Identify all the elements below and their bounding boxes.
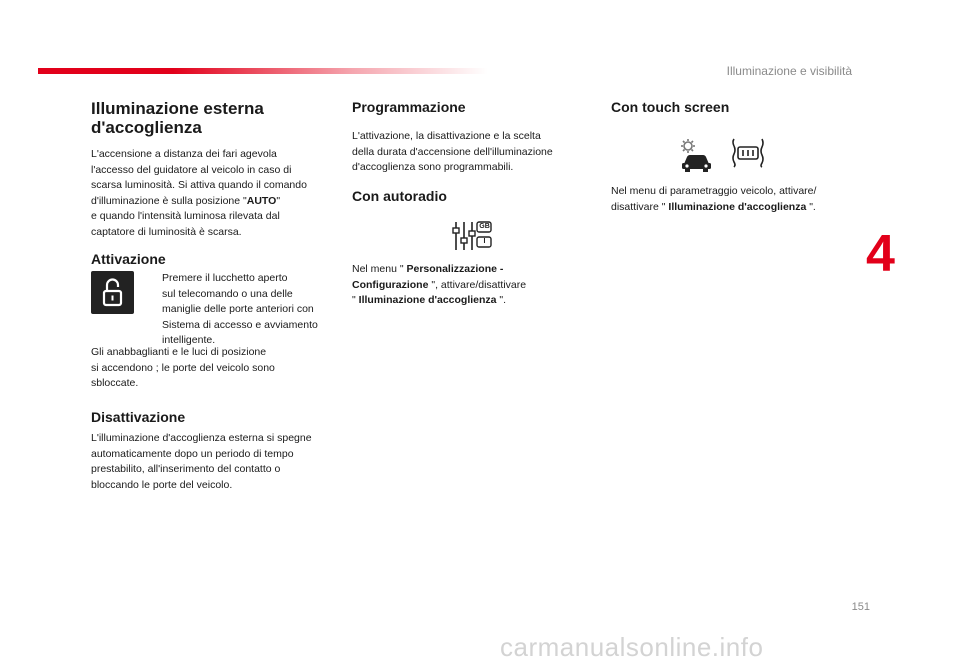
intro-line: e quando l'intensità luminosa rilevata dal [91,210,280,222]
activation-line: Sistema di accesso e avviamento [162,318,318,331]
radio-text: " [352,294,359,306]
car-settings-icon [678,138,714,172]
chapter-number: 4 [866,225,895,283]
radio-text: ", attivare/disattivare [428,278,527,291]
radio-icon-lang: GB [479,223,490,230]
heated-rear-window-icon [731,138,765,168]
intro-line: l'accesso del guidatore al veicolo in caso di [91,163,292,176]
intro-line: d'illuminazione è sulla posizione " [91,194,247,207]
section-header: Illuminazione e visibilità [726,64,852,78]
deactivation-title: Disattivazione [91,409,186,425]
programming-line: d'accoglienza sono programmabili. [352,161,514,173]
deactivation-line: bloccando le porte del veicolo. [91,478,233,491]
activation-result [91,345,341,392]
activation-line: maniglie delle porte anteriori con [162,303,314,315]
activation-line: intelligente. [162,334,216,346]
radio-icon-info: I [483,238,486,245]
touch-text: disattivare " [611,200,669,213]
header-accent-bar [38,68,488,74]
main-title-line2: d'accoglienza [91,118,202,137]
deactivation-line: L'illuminazione d'accoglienza esterna si spegne [91,432,312,444]
watermark: carmanualsonline.info [500,632,764,662]
radio-instructions [352,262,587,309]
activation-step [162,271,342,349]
page-number: 151 [851,601,870,613]
radio-settings-icon [452,220,494,252]
main-title [91,99,341,137]
deactivation-line: automaticamente dopo un periodo di tempo [91,447,294,460]
menu-item-name: Illuminazione d'accoglienza [358,294,497,306]
menu-item-name: Illuminazione d'accoglienza [668,200,807,213]
programming-line: della durata d'accensione dell'illuminazione [352,145,553,158]
radio-text: ". [496,294,507,306]
programming-line: L'attivazione, la disattivazione e la scelta [352,130,541,142]
menu-path-1: Personalizzazione - [406,263,504,275]
radio-title: Con autoradio [352,188,447,204]
programming-paragraph [352,129,587,176]
radio-text: Nel menu " [352,263,407,275]
touch-text: ". [806,200,816,213]
intro-line: L'accensione a distanza dei fari agevola [91,148,277,160]
activation-line: sul telecomando o una delle [162,287,293,300]
activation-result-line: Gli anabbaglianti e le luci di posizione [91,346,267,358]
intro-paragraph [91,147,341,240]
unlock-padlock-icon [91,271,134,314]
main-title-line1: Illuminazione esterna [91,99,264,118]
deactivation-paragraph [91,431,341,493]
touch-screen-instructions [611,184,851,215]
auto-label: AUTO [246,194,277,207]
intro-line: captatore di luminosità è scarsa. [91,225,242,238]
intro-line: scarsa luminosità. Si attiva quando il comando [91,179,307,191]
menu-path-2: Configurazione [352,278,429,291]
activation-result-line: sbloccate. [91,377,139,389]
deactivation-line: prestabilito, all'inserimento del contatto o [91,463,281,475]
activation-title: Attivazione [91,251,166,267]
intro-line: " [276,194,281,207]
programming-title: Programmazione [352,99,466,115]
activation-line: Premere il lucchetto aperto [162,272,288,284]
touch-screen-title: Con touch screen [611,99,730,115]
activation-result-line: si accendono ; le porte del veicolo sono [91,361,275,374]
left-column [91,99,341,240]
touch-text: Nel menu di parametraggio veicolo, attivare/ [611,185,817,197]
